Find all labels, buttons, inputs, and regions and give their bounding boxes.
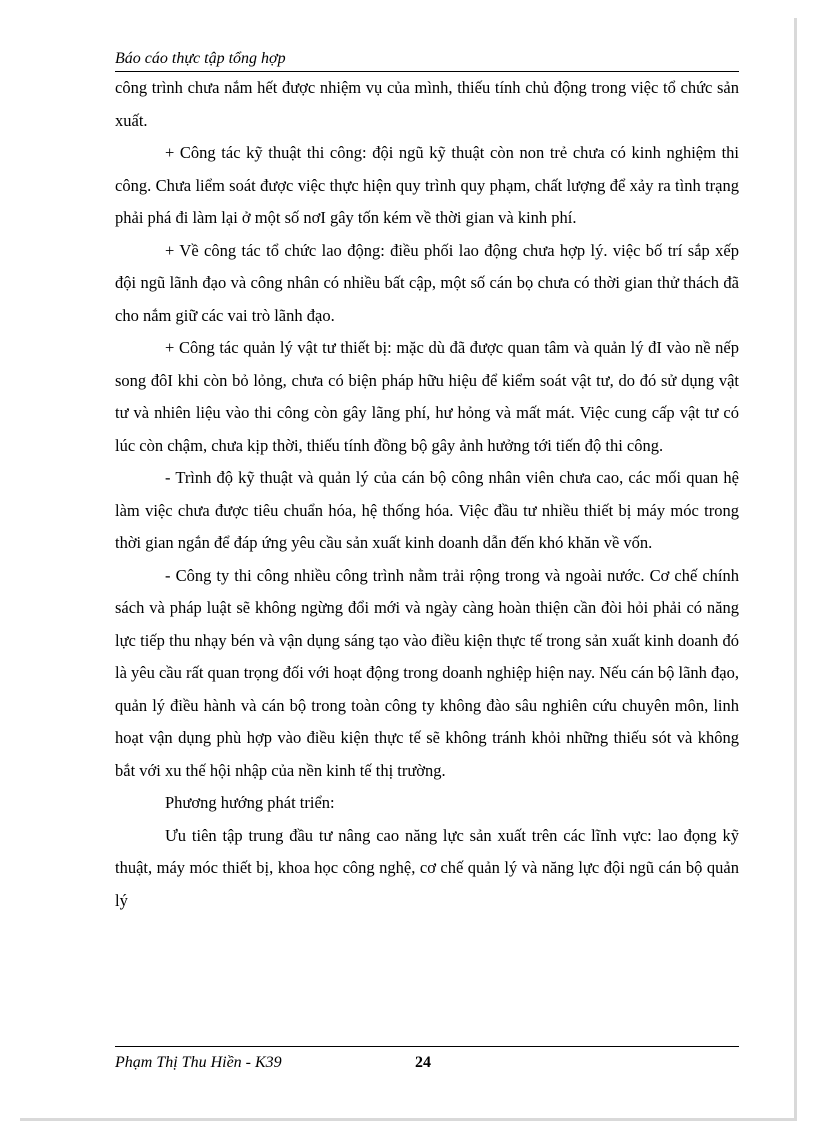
page-number: 24 bbox=[415, 1054, 431, 1071]
paragraph: Ưu tiên tập trung đầu tư nâng cao năng lực sản xuất trên các lĩnh vực: lao đọng kỹ thuật, máy móc thiết bị, khoa học công nghệ, cơ chế quản lý và năng lực đội ngũ cán bộ quản lý bbox=[115, 825, 739, 910]
paragraph: + Công tác kỹ thuật thi công: đội ngũ kỹ thuật còn non trẻ chưa có kinh nghiệm thi công. Chưa liểm soát được việc thực hiện quy trình quy phạm, chất lượng để xảy ra tình trạng phải phá đi làm lại ở một số nơI gây tốn kém về thời gian và kinh phí. bbox=[115, 143, 739, 227]
page-header bbox=[115, 47, 739, 72]
paragraph: công trình chưa nắm hết được nhiệm vụ của mình, thiếu tính chủ động trong việc tổ chức sản xuất. bbox=[115, 78, 739, 130]
paragraph: + Về công tác tổ chức lao động: điều phối lao động chưa hợp lý. việc bố trí sắp xếp đội ngũ lãnh đạo và công nhân có nhiều bất cập, một số cán bọ chưa có thời gian thử thách đã cho nắm giữ các vai trò lãnh đạo. bbox=[115, 240, 739, 325]
paragraph: + Công tác quản lý vật tư thiết bị: mặc dù đã được quan tâm và quản lý đI vào nề nếp song đôI khi còn bỏ lỏng, chưa có biện pháp hữu hiệu để kiểm soát vật tư, do đó sử dụng vật tư và nhiên liệu vào thi công còn gây lãng phí, hư hỏng và mất mát. Việc cung cấp vật tư có lúc còn chậm, chưa kịp thời, thiếu tính đồng bộ gây ảnh hưởng tới tiến độ thi công. bbox=[115, 338, 739, 455]
footer-author: Phạm Thị Thu Hiền - K39 bbox=[115, 1054, 282, 1071]
document-body bbox=[115, 72, 739, 917]
section-heading: Phương hướng phát triển: bbox=[165, 793, 335, 812]
header-title: Báo cáo thực tập tổng hợp bbox=[115, 50, 286, 67]
paragraph: - Trình độ kỹ thuật và quản lý của cán bộ công nhân viên chưa cao, các mối quan hệ làm việc chưa được tiêu chuẩn hóa, hệ thống hóa. Việc đầu tư nhiều thiết bị máy móc trong thời gian ngắn để đáp ứng yêu cầu sản xuất kinh doanh dẫn đến khó khăn về vốn. bbox=[115, 468, 739, 552]
page-footer bbox=[115, 1046, 739, 1082]
paragraph: - Công ty thi công nhiều công trình nằm trải rộng trong và ngoài nước. Cơ chế chính sách và pháp luật sẽ không ngừng đổi mới và ngày càng hoàn thiện cần đòi hỏi phải có năng lực tiếp thu nhạy bén và vận dụng sáng tạo vào điều kiện thực tế trong sản xuất kinh doanh đó là yêu cầu rất quan trọng đối với hoạt động trong doanh nghiệp hiện nay. Nếu cán bộ lãnh đạo, quản lý điều hành và cán bộ trong toàn công ty không đào sâu nghiên cứu chuyên môn, linh hoạt vận dụng phù hợp vào điều kiện thực tế sẽ không tránh khỏi những thiếu sót và không bắt với xu thế hội nhập của nền kinh tế thị trường. bbox=[115, 565, 739, 780]
